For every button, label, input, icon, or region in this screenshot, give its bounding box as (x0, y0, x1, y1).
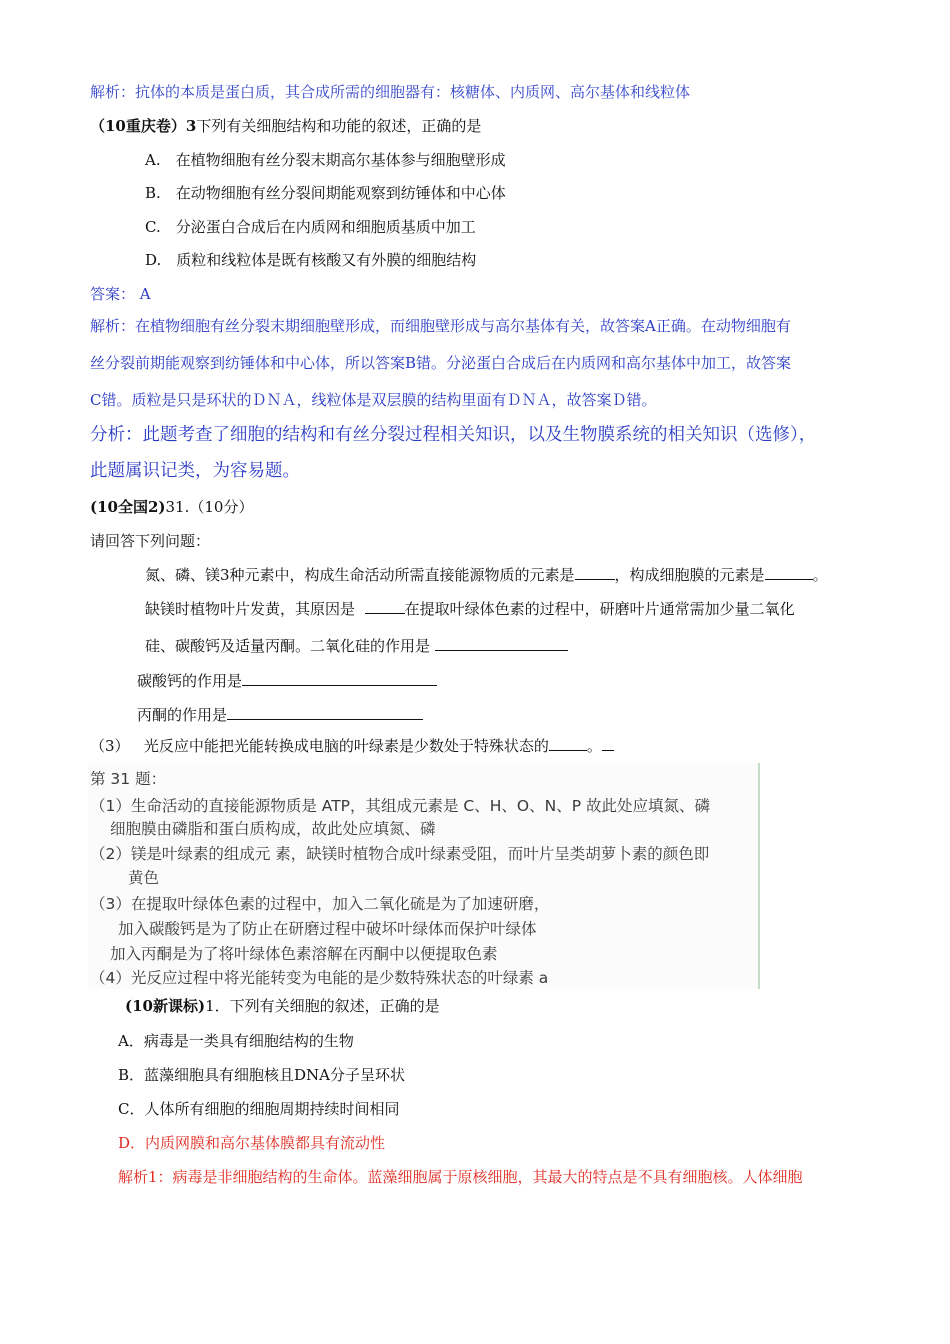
answer-blank[interactable] (227, 705, 423, 720)
question-2-source: (10全国2) (90, 498, 166, 516)
question-3-heading (125, 996, 440, 1016)
answer-image-line: （4）光反应过程中将光能转变为电能的是少数特殊状态的叶绿素 a (90, 969, 549, 987)
question-3-stem: 1．下列有关细胞的叙述，正确的是 (205, 997, 440, 1015)
question-2-line-3 (145, 636, 568, 656)
question-2-part-number: （3） (90, 737, 130, 755)
question-3-source: (10新课标) (125, 997, 206, 1015)
question-2-text: ，构成细胞膜的元素是 (614, 566, 765, 584)
question-2-text: 缺镁时植物叶片发黄，其原因是 (145, 600, 356, 618)
question-2-line-2 (145, 599, 795, 619)
question-3-option-c: C．人体所有细胞的细胞周期持续时间相同 (118, 1100, 400, 1118)
answer-image-line: 第 31 题： (90, 770, 167, 788)
top-analysis: 解析：抗体的本质是蛋白质，其合成所需的细胞器有：核糖体、内质网、高尔基体和线粒体 (90, 83, 691, 101)
question-3-analysis: 解析1：病毒是非细胞结构的生命体。蓝藻细胞属于原核细胞，其最大的特点是不具有细胞核。人体细胞 (118, 1168, 803, 1186)
question-1-option-a: A. 在植物细胞有丝分裂末期高尔基体参与细胞壁形成 (145, 151, 506, 169)
question-2-text: 氮、磷、镁3种元素中，构成生命活动所需直接能源物质的元素是 (145, 566, 575, 584)
question-2-text: 在提取叶绿体色素的过程中，研磨叶片通常需加少量二氧化 (404, 600, 795, 618)
question-2-text: 丙酮的作用是 (137, 706, 228, 724)
question-1-analysis-line: 丝分裂前期能观察到纺锤体和中心体，所以答案B错。分泌蛋白合成后在内质网和高尔基体中加工，故答案 (90, 354, 792, 372)
question-2-heading (90, 497, 253, 517)
answer-blank[interactable] (575, 565, 615, 580)
question-2-intro: 请回答下列问题： (90, 532, 211, 550)
question-2-text: 光反应中能把光能转换成电脑的叶绿素是少数处于特殊状态的 (143, 737, 549, 755)
answer-image-line: （3）在提取叶绿体色素的过程中，加入二氧化硫是为了加速研磨， (90, 895, 550, 913)
answer-image-line: 黄色 (128, 869, 160, 887)
question-3-option-a: A．病毒是一类具有细胞结构的生物 (118, 1032, 354, 1050)
answer-image-line: 加入碳酸钙是为了防止在研磨过程中破坏叶绿体而保护叶绿体 (118, 920, 537, 938)
question-1-analysis-line: C错。质粒是只是环状的ＤＮＡ，线粒体是双层膜的结构里面有ＤＮＡ，故答案Ｄ错。 (90, 391, 657, 409)
question-2-text: 碳酸钙的作用是 (137, 672, 243, 690)
question-1-summary-line: 分析：此题考查了细胞的结构和有丝分裂过程相关知识，以及生物膜系统的相关知识（选修）， (90, 425, 817, 445)
question-3-option-d: D．内质网膜和高尔基体膜都具有流动性 (118, 1134, 386, 1152)
question-2-line-6 (90, 736, 614, 756)
question-1-stem: 下列有关细胞结构和功能的叙述，正确的是 (196, 117, 482, 135)
answer-image-line: （1）生命活动的直接能源物质是 ATP，其组成元素是 C、H、O、N、P 故此处应填氮、磷 (90, 797, 710, 815)
question-2-text: 硅、碳酸钙及适量丙酮。二氧化硅的作用是 (145, 637, 431, 655)
answer-image-line: 加入丙酮是为了将叶绿体色素溶解在丙酮中以便提取色素 (110, 945, 498, 963)
answer-image-line: 细胞膜由磷脂和蛋白质构成，故此处应填氮、磷 (110, 820, 436, 838)
answer-blank[interactable] (765, 565, 813, 580)
answer-image-line: （2）镁是叶绿素的组成元 素，缺镁时植物合成叶绿素受阻，而叶片呈类胡萝卜素的颜色即 (90, 845, 710, 863)
question-1-analysis-line: 解析：在植物细胞有丝分裂末期细胞壁形成，而细胞壁形成与高尔基体有关，故答案A正确。在动物细胞有 (90, 317, 791, 335)
answer-blank[interactable] (602, 736, 614, 751)
question-2-text: 。 (812, 566, 828, 584)
answer-image (88, 763, 760, 989)
question-2-line-1 (145, 565, 828, 585)
question-1-option-d: D. 质粒和线粒体是既有核酸又有外膜的细胞结构 (145, 251, 477, 269)
question-1-option-b: B. 在动物细胞有丝分裂间期能观察到纺锤体和中心体 (145, 184, 506, 202)
question-1-summary-line: 此题属识记类，为容易题。 (90, 461, 300, 481)
question-3-option-b: B．蓝藻细胞具有细胞核且DNA分子呈环状 (118, 1066, 406, 1084)
question-1-source: （10重庆卷）3 (90, 117, 197, 135)
question-2-text: 。 (586, 737, 602, 755)
question-2-line-4 (137, 671, 437, 691)
answer-blank[interactable] (242, 671, 437, 686)
answer-blank[interactable] (365, 599, 405, 614)
question-1-heading (90, 116, 481, 136)
question-2-line-5 (137, 705, 423, 725)
answer-blank[interactable] (435, 636, 568, 651)
question-1-option-c: C. 分泌蛋白合成后在内质网和细胞质基质中加工 (145, 218, 476, 236)
question-2-number: 31.（10分） (165, 498, 254, 516)
question-1-answer: 答案： A (90, 285, 151, 303)
answer-blank[interactable] (549, 736, 587, 751)
